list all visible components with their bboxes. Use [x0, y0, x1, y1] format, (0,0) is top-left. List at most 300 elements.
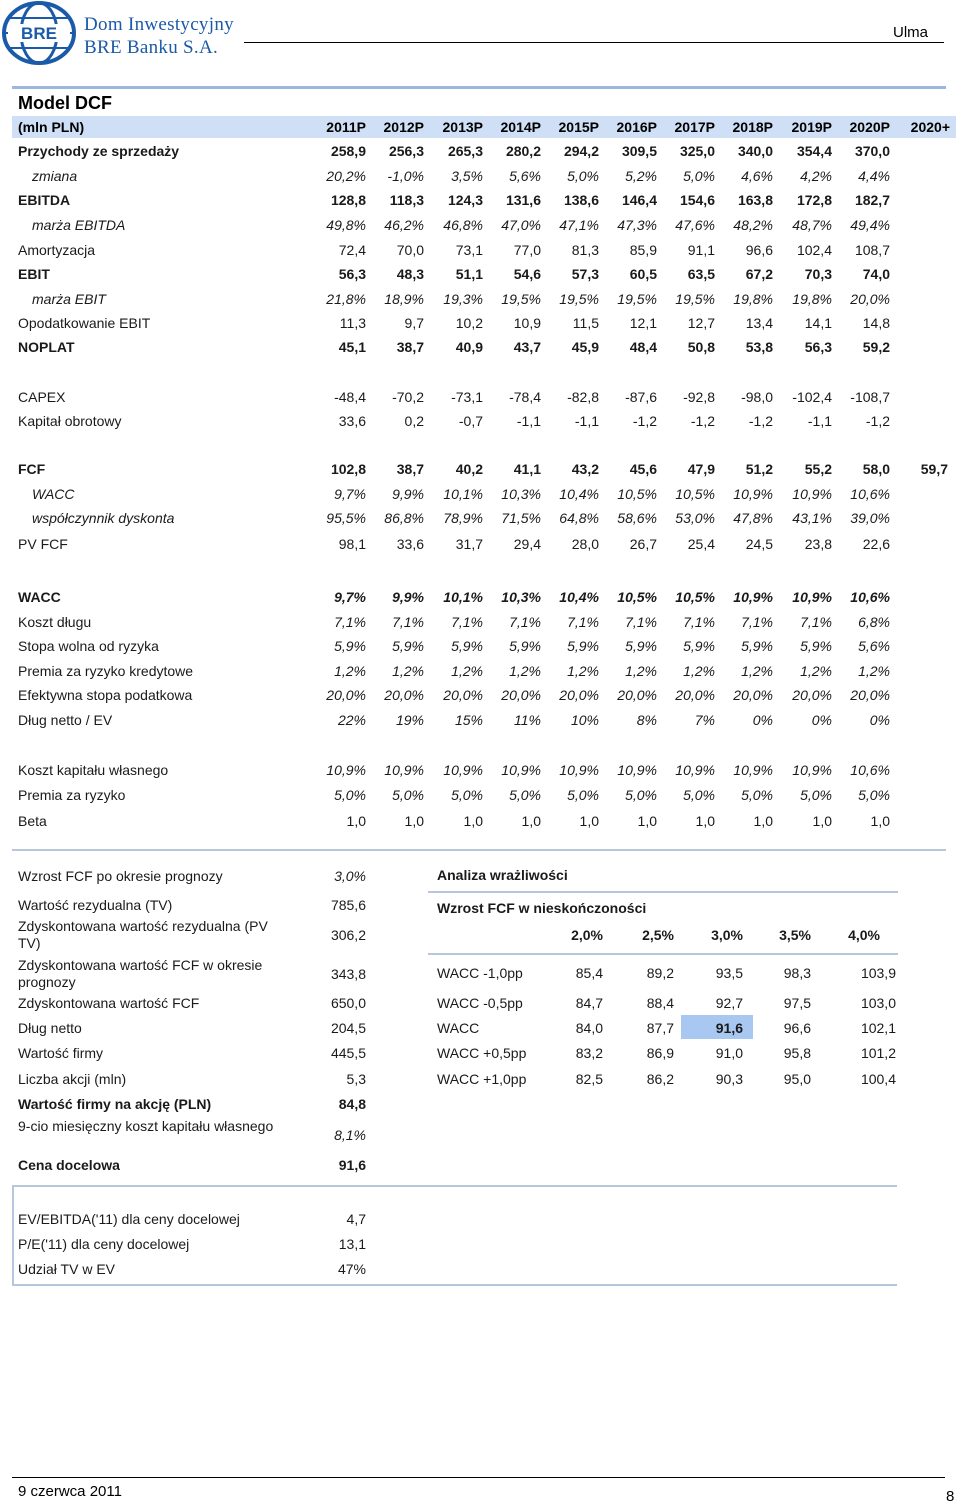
table-cell: 309,5: [621, 143, 657, 159]
valuation-value: 445,5: [330, 1045, 366, 1061]
table-cell: 48,4: [629, 339, 657, 355]
table-cell: -98,0: [741, 389, 773, 405]
table-cell: -1,1: [574, 413, 599, 429]
unit-label: (mln PLN): [18, 119, 85, 135]
multiple-value: 4,7: [346, 1211, 366, 1227]
table-cell: 59,2: [862, 339, 890, 355]
table-cell: 172,8: [796, 192, 832, 208]
table-cell: 50,8: [687, 339, 715, 355]
table-cell: 5,2%: [625, 168, 657, 184]
table-cell: 19,5%: [617, 291, 657, 307]
table-cell: 7,1%: [800, 614, 832, 630]
table-cell: 11,3: [339, 315, 366, 331]
table-cell: 71,5%: [501, 510, 541, 526]
table-cell: 47,8%: [733, 510, 773, 526]
table-cell: 7,1%: [625, 614, 657, 630]
table-cell: 38,7: [396, 461, 424, 477]
table-cell: 0%: [752, 712, 773, 728]
sensitivity-column-header: 4,0%: [848, 927, 880, 943]
table-cell: 294,2: [563, 143, 599, 159]
sensitivity-cell: 85,4: [575, 965, 603, 981]
table-cell: 19%: [395, 712, 424, 728]
table-cell: 53,8: [745, 339, 773, 355]
table-cell: 10,6%: [850, 762, 890, 778]
table-cell: 256,3: [388, 143, 424, 159]
table-cell: 1,0: [346, 813, 366, 829]
multiple-label: EV/EBITDA('11) dla ceny docelowej: [18, 1211, 240, 1227]
table-cell: 7,1%: [509, 614, 541, 630]
table-cell: 47,0%: [501, 217, 541, 233]
valuation-value: 785,6: [330, 897, 366, 913]
table-cell: 258,9: [330, 143, 366, 159]
table-cell: 49,4%: [850, 217, 890, 233]
valuation-value: 5,3: [346, 1071, 366, 1087]
table-cell: 22,6: [862, 536, 890, 552]
valuation-value: 84,8: [338, 1096, 366, 1112]
table-cell: 86,8%: [384, 510, 424, 526]
sensitivity-column-header: 2,5%: [642, 927, 674, 943]
table-cell: 1,2%: [858, 663, 890, 679]
valuation-label: Wartość rezydualna (TV): [18, 897, 173, 913]
row-label: EBITDA: [18, 192, 71, 208]
table-cell: 5,0%: [451, 787, 483, 803]
table-cell: 5,9%: [509, 638, 541, 654]
table-cell: 51,1: [455, 266, 483, 282]
table-cell: 73,1: [455, 242, 483, 258]
table-cell: 1,2%: [392, 663, 424, 679]
footer-rule: [12, 1477, 945, 1478]
table-cell: 19,8%: [792, 291, 832, 307]
table-cell: 10,4%: [559, 486, 599, 502]
table-cell: 14,8: [862, 315, 890, 331]
multiple-value: 13,1: [338, 1236, 366, 1252]
table-cell: 78,9%: [443, 510, 483, 526]
table-cell: 5,9%: [741, 638, 773, 654]
sensitivity-row-label: WACC -1,0pp: [437, 965, 523, 981]
table-cell: 29,4: [513, 536, 541, 552]
sensitivity-cell: 103,9: [860, 965, 896, 981]
valuation-label: Zdyskontowana wartość FCF: [18, 995, 200, 1011]
table-cell: 182,7: [854, 192, 890, 208]
table-cell: 5,6%: [858, 638, 890, 654]
table-cell: 8%: [636, 712, 657, 728]
row-label: Dług netto / EV: [18, 712, 113, 728]
table-cell: 5,9%: [800, 638, 832, 654]
row-label: WACC: [18, 589, 61, 605]
table-cell: 10,5%: [675, 486, 715, 502]
table-cell: 1,2%: [741, 663, 773, 679]
table-cell: 10,9%: [792, 486, 832, 502]
table-cell: -1,1: [807, 413, 832, 429]
table-cell: 5,6%: [509, 168, 541, 184]
sensitivity-cell: 98,3: [783, 965, 811, 981]
table-cell: 43,2: [571, 461, 599, 477]
table-cell: 7,1%: [451, 614, 483, 630]
table-cell: -1,2: [748, 413, 773, 429]
left-border: [12, 1185, 14, 1285]
section-separator: [12, 1284, 897, 1286]
sensitivity-column-header: 3,0%: [711, 927, 743, 943]
row-label: NOPLAT: [18, 339, 75, 355]
table-cell: -0,7: [458, 413, 483, 429]
table-cell: 3,5%: [451, 168, 483, 184]
table-cell: -73,1: [451, 389, 483, 405]
valuation-value: 8,1%: [334, 1127, 366, 1143]
sensitivity-column-header: 2,0%: [571, 927, 603, 943]
row-label: Stopa wolna od ryzyka: [18, 638, 159, 654]
table-cell: 7,1%: [334, 614, 366, 630]
table-cell: 53,0%: [675, 510, 715, 526]
table-cell: 4,6%: [741, 168, 773, 184]
table-cell: 60,5: [629, 266, 657, 282]
year-header: 2011P: [326, 119, 366, 135]
sensitivity-cell: 84,7: [575, 995, 603, 1011]
table-cell: 40,2: [455, 461, 483, 477]
valuation-label: Wartość firmy: [18, 1045, 104, 1061]
sensitivity-cell: 87,7: [646, 1020, 674, 1036]
table-cell: 4,4%: [858, 168, 890, 184]
page-title: Model DCF: [18, 93, 112, 113]
valuation-label: Zdyskontowana wartość rezydualna (PV TV): [18, 918, 268, 951]
table-cell: 0%: [811, 712, 832, 728]
table-cell: 95,5%: [326, 510, 366, 526]
table-cell: 1,0: [521, 813, 541, 829]
table-cell: 1,0: [753, 813, 773, 829]
globe-logo-icon: [0, 0, 78, 66]
table-cell: 74,0: [862, 266, 890, 282]
table-cell: 1,0: [812, 813, 832, 829]
table-cell: 21,8%: [326, 291, 366, 307]
table-cell: 47,6%: [675, 217, 715, 233]
table-cell: 146,4: [621, 192, 657, 208]
table-cell: 10,1%: [443, 589, 483, 605]
table-cell: 0,2: [404, 413, 424, 429]
table-cell: 20,0%: [850, 291, 890, 307]
table-cell: 56,3: [338, 266, 366, 282]
table-cell: 45,6: [629, 461, 657, 477]
table-cell: -1,2: [632, 413, 657, 429]
row-label: CAPEX: [18, 389, 66, 405]
table-cell: 7%: [694, 712, 715, 728]
title-bar: [12, 86, 946, 89]
table-cell: 72,4: [338, 242, 366, 258]
table-cell: 128,8: [330, 192, 366, 208]
year-header: 2019P: [791, 119, 832, 135]
sensitivity-title: Analiza wrażliwości: [437, 867, 568, 883]
year-header: 2018P: [732, 119, 773, 135]
table-cell: -1,1: [516, 413, 541, 429]
table-cell: 163,8: [737, 192, 773, 208]
sensitivity-cell: 93,5: [715, 965, 743, 981]
sensitivity-cell: 103,0: [860, 995, 896, 1011]
table-cell: 354,4: [796, 143, 832, 159]
table-cell: 7,1%: [741, 614, 773, 630]
table-cell: 10,5%: [617, 589, 657, 605]
table-cell: 131,6: [505, 192, 541, 208]
table-cell: 85,9: [629, 242, 657, 258]
year-header: 2014P: [500, 119, 541, 135]
valuation-value: 306,2: [330, 927, 366, 943]
table-cell: 10,6%: [850, 589, 890, 605]
table-cell: 14,1: [804, 315, 832, 331]
table-cell: 280,2: [505, 143, 541, 159]
sensitivity-cell: 88,4: [646, 995, 674, 1011]
row-label: Amortyzacja: [18, 242, 96, 258]
table-cell: -1,2: [865, 413, 890, 429]
table-cell: 20,0%: [617, 687, 657, 703]
row-label: marża EBITDA: [32, 217, 126, 233]
table-cell: -92,8: [683, 389, 715, 405]
table-cell: 10,5%: [617, 486, 657, 502]
table-cell: 10,9%: [733, 589, 773, 605]
row-label: PV FCF: [18, 536, 68, 552]
table-cell: 24,5: [745, 536, 773, 552]
table-cell: 1,2%: [800, 663, 832, 679]
multiple-label: Udział TV w EV: [18, 1261, 115, 1277]
sensitivity-cell: 91,6: [715, 1020, 743, 1036]
table-cell: 13,4: [745, 315, 773, 331]
table-cell: 5,9%: [683, 638, 715, 654]
header-rule: [244, 42, 944, 43]
table-cell: 23,8: [804, 536, 832, 552]
table-cell: 81,3: [571, 242, 599, 258]
valuation-label: Cena docelowa: [18, 1157, 120, 1173]
table-cell: 10,3%: [501, 486, 541, 502]
table-cell: 43,1%: [792, 510, 832, 526]
table-cell: -102,4: [792, 389, 832, 405]
sensitivity-cell: 86,9: [646, 1045, 674, 1061]
sensitivity-cell: 91,0: [715, 1045, 743, 1061]
table-cell: 0%: [869, 712, 890, 728]
table-cell: 340,0: [737, 143, 773, 159]
table-cell: 20,0%: [559, 687, 599, 703]
table-cell: -70,2: [392, 389, 424, 405]
table-cell: 20,0%: [733, 687, 773, 703]
multiple-label: P/E('11) dla ceny docelowej: [18, 1236, 190, 1252]
sensitivity-cell: 92,7: [715, 995, 743, 1011]
table-cell: 265,3: [447, 143, 483, 159]
table-cell: 10,9%: [733, 762, 773, 778]
table-cell: 5,0%: [800, 787, 832, 803]
table-cell: 5,9%: [625, 638, 657, 654]
sensitivity-cell: 84,0: [575, 1020, 603, 1036]
table-cell: 57,3: [571, 266, 599, 282]
sensitivity-row-label: WACC -0,5pp: [437, 995, 523, 1011]
sensitivity-cell: 96,6: [783, 1020, 811, 1036]
table-cell: 10,6%: [850, 486, 890, 502]
row-label: Koszt długu: [18, 614, 92, 630]
table-cell: 56,3: [804, 339, 832, 355]
table-cell: 25,4: [687, 536, 715, 552]
table-cell: 98,1: [338, 536, 366, 552]
table-cell: 51,2: [745, 461, 773, 477]
sensitivity-row-label: WACC +0,5pp: [437, 1045, 527, 1061]
table-cell: 11,5: [572, 315, 599, 331]
table-cell: 10,9: [513, 315, 541, 331]
table-cell: 5,9%: [451, 638, 483, 654]
table-cell: 7,1%: [683, 614, 715, 630]
table-cell: 102,8: [330, 461, 366, 477]
table-cell: 10,9%: [326, 762, 366, 778]
table-cell: 22%: [337, 712, 366, 728]
table-cell: 54,6: [513, 266, 541, 282]
table-cell: 77,0: [513, 242, 541, 258]
table-cell: 12,1: [629, 315, 657, 331]
sensitivity-cell: 95,8: [783, 1045, 811, 1061]
row-label: Premia za ryzyko kredytowe: [18, 663, 194, 679]
table-cell: 7,1%: [567, 614, 599, 630]
year-header: 2016P: [616, 119, 657, 135]
table-cell: 20,0%: [501, 687, 541, 703]
table-cell: 20,0%: [675, 687, 715, 703]
table-cell: 20,0%: [443, 687, 483, 703]
row-label: Koszt kapitału własnego: [18, 762, 169, 778]
table-cell: 10,9%: [384, 762, 424, 778]
year-header: 2017P: [674, 119, 715, 135]
table-cell: 67,2: [745, 266, 773, 282]
section-separator: [12, 849, 946, 851]
valuation-value: 343,8: [330, 966, 366, 982]
table-cell: 1,0: [695, 813, 715, 829]
valuation-value: 3,0%: [334, 868, 366, 884]
table-cell: 9,7%: [334, 589, 366, 605]
table-cell: 9,7: [404, 315, 424, 331]
multiple-value: 47%: [337, 1261, 366, 1277]
table-cell: 20,0%: [792, 687, 832, 703]
sensitivity-subtitle: Wzrost FCF w nieskończoności: [437, 900, 647, 916]
table-cell: 5,0%: [625, 787, 657, 803]
table-cell: 26,7: [629, 536, 657, 552]
table-cell: -1,2: [690, 413, 715, 429]
row-label: FCF: [18, 461, 46, 477]
table-cell: 47,3%: [617, 217, 657, 233]
table-cell: 9,9%: [392, 589, 424, 605]
table-cell: 10,9%: [733, 486, 773, 502]
table-cell: 15%: [454, 712, 483, 728]
table-cell: 5,0%: [858, 787, 890, 803]
sensitivity-cell: 86,2: [646, 1071, 674, 1087]
table-cell: 70,0: [396, 242, 424, 258]
table-cell: 20,0%: [850, 687, 890, 703]
valuation-value: 650,0: [330, 995, 366, 1011]
table-cell: 1,0: [870, 813, 890, 829]
sensitivity-cell: 83,2: [575, 1045, 603, 1061]
table-cell: 19,5%: [559, 291, 599, 307]
logo-text-line-2: BRE Banku S.A.: [84, 37, 219, 58]
table-cell: -1,0%: [387, 168, 424, 184]
table-cell: 108,7: [854, 242, 890, 258]
row-label: WACC: [32, 486, 75, 502]
table-cell: 19,8%: [733, 291, 773, 307]
row-label: Beta: [18, 813, 47, 829]
section-separator: [12, 1185, 897, 1187]
table-cell: 325,0: [679, 143, 715, 159]
table-cell: 1,2%: [683, 663, 715, 679]
table-cell: 33,6: [396, 536, 424, 552]
sensitivity-rule: [428, 953, 898, 955]
table-cell: 59,7: [920, 461, 948, 477]
table-cell: 5,0%: [683, 787, 715, 803]
table-cell: 10,9%: [792, 762, 832, 778]
table-cell: 38,7: [396, 339, 424, 355]
table-cell: 11%: [514, 712, 541, 728]
table-cell: 9,7%: [334, 486, 366, 502]
table-cell: 40,9: [455, 339, 483, 355]
sensitivity-cell: 102,1: [860, 1020, 896, 1036]
table-cell: 1,2%: [625, 663, 657, 679]
valuation-label: Dług netto: [18, 1020, 82, 1036]
table-cell: 5,0%: [509, 787, 541, 803]
table-cell: 19,5%: [675, 291, 715, 307]
valuation-label: 9-cio miesięczny koszt kapitału własnego: [18, 1118, 274, 1134]
table-cell: -108,7: [850, 389, 890, 405]
year-header: 2013P: [442, 119, 483, 135]
table-cell: 10,5%: [675, 589, 715, 605]
table-cell: 10,2: [455, 315, 483, 331]
table-cell: 1,0: [637, 813, 657, 829]
table-cell: 9,9%: [392, 486, 424, 502]
table-cell: 10,1%: [443, 486, 483, 502]
table-cell: 45,9: [571, 339, 599, 355]
svg-text:BRE: BRE: [21, 24, 57, 43]
table-cell: 138,6: [563, 192, 599, 208]
table-cell: 5,0%: [392, 787, 424, 803]
table-cell: 48,3: [396, 266, 424, 282]
table-cell: 1,0: [404, 813, 424, 829]
table-cell: 58,6%: [617, 510, 657, 526]
company-name: Ulma: [893, 24, 929, 41]
logo-text-line-1: Dom Inwestycyjny: [84, 14, 234, 35]
table-cell: 10,9%: [617, 762, 657, 778]
valuation-label: Wartość firmy na akcję (PLN): [18, 1096, 212, 1112]
table-cell: 5,0%: [567, 787, 599, 803]
table-cell: 20,2%: [326, 168, 366, 184]
valuation-label: Wzrost FCF po okresie prognozy: [18, 868, 223, 884]
table-cell: 1,2%: [451, 663, 483, 679]
sensitivity-cell: 90,3: [715, 1071, 743, 1087]
valuation-value: 91,6: [338, 1157, 366, 1173]
row-label: współczynnik dyskonta: [32, 510, 175, 526]
table-cell: 70,3: [804, 266, 832, 282]
table-cell: 46,8%: [443, 217, 483, 233]
row-label: marża EBIT: [32, 291, 106, 307]
valuation-label: Zdyskontowana wartość FCF w okresie prognozy: [18, 957, 263, 990]
table-cell: 46,2%: [384, 217, 424, 233]
table-cell: 1,2%: [509, 663, 541, 679]
table-cell: 10,9%: [792, 589, 832, 605]
row-label: EBIT: [18, 266, 50, 282]
page-number: 8: [946, 1488, 955, 1505]
table-cell: 63,5: [687, 266, 715, 282]
row-label: Kapitał obrotowy: [18, 413, 122, 429]
sensitivity-row-label: WACC: [437, 1020, 480, 1036]
sensitivity-column-header: 3,5%: [779, 927, 811, 943]
table-cell: 102,4: [796, 242, 832, 258]
table-cell: 58,0: [862, 461, 890, 477]
table-cell: 10,4%: [559, 589, 599, 605]
year-header: 2020+: [910, 119, 950, 135]
footer-date: 9 czerwca 2011: [18, 1483, 122, 1500]
row-label: zmiana: [32, 168, 78, 184]
table-cell: 1,2%: [334, 663, 366, 679]
table-cell: 96,6: [745, 242, 773, 258]
table-cell: 6,8%: [858, 614, 890, 630]
table-cell: 5,0%: [567, 168, 599, 184]
table-cell: 33,6: [338, 413, 366, 429]
table-cell: 20,0%: [326, 687, 366, 703]
table-cell: 10,9%: [675, 762, 715, 778]
row-label: Premia za ryzyko: [18, 787, 126, 803]
